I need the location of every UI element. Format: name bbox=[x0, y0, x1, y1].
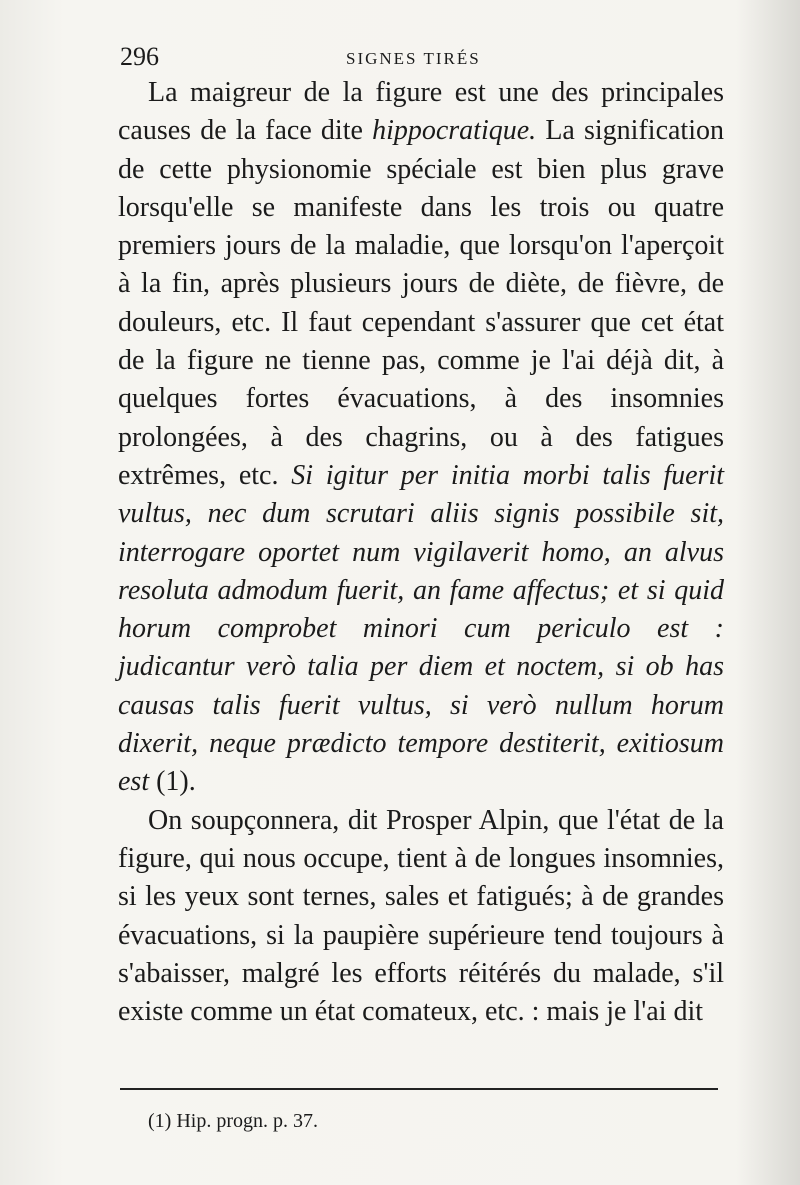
paragraph-1 bbox=[118, 74, 724, 802]
paragraph-2: On soupçonnera, dit Prosper Alpin, que l'état de la figure, qui nous occupe, tient à de longues insomnies, si les yeux sont ternes, sales et fatigués; à de grandes évacuations, si la paupière supérieure tend toujours à s'abaisser, malgré les efforts réitérés du malade, s'il existe comme un état comateux, etc. : mais je l'ai dit bbox=[118, 804, 724, 1028]
page-number: 296 bbox=[120, 42, 159, 71]
footnote-reference: (1). bbox=[149, 766, 196, 798]
footnote-divider bbox=[120, 1088, 718, 1090]
latin-quotation: Si igitur per initia morbi talis fuerit vultus, nec dum scrutari aliis signis possibile sit, interrogare oportet num vigilaverit homo, an alvus resoluta admodum fuerit, an fame affectus; et si quid horum comprobet minori cum periculo est : judicantur verò talia per diem et noctem, si ob has causas talis fuerit vultus, si verò nullum horum dixerit, neque prædicto tempore destiterit, exitiosum est bbox=[118, 459, 725, 798]
running-head bbox=[120, 40, 720, 74]
paragraph-1-text-a: La maigreur de la figure est une des principales causes de la face dite bbox=[118, 77, 724, 147]
footnote: (1) Hip. progn. p. 37. bbox=[148, 1110, 318, 1132]
running-title: SIGNES TIRÉS bbox=[346, 49, 481, 68]
body-text bbox=[118, 74, 724, 1031]
paragraph-1-text-b: La signification de cette physionomie spéciale est bien plus grave lorsqu'elle se manifeste dans les trois ou quatre premiers jours de la maladie, que lorsqu'on l'aperçoit à la fin, après plusieurs jours de diète, de fièvre, de douleurs, etc. Il faut cependant s'assurer que cet état de la figure ne tienne pas, comme je l'ai déjà dit, à quelques fortes évacuations, à des insomnies prolongées, à des chagrins, ou à des fatigues extrêmes, etc. bbox=[118, 115, 724, 491]
paragraph-1-italic-term: hippocratique. bbox=[372, 115, 537, 147]
